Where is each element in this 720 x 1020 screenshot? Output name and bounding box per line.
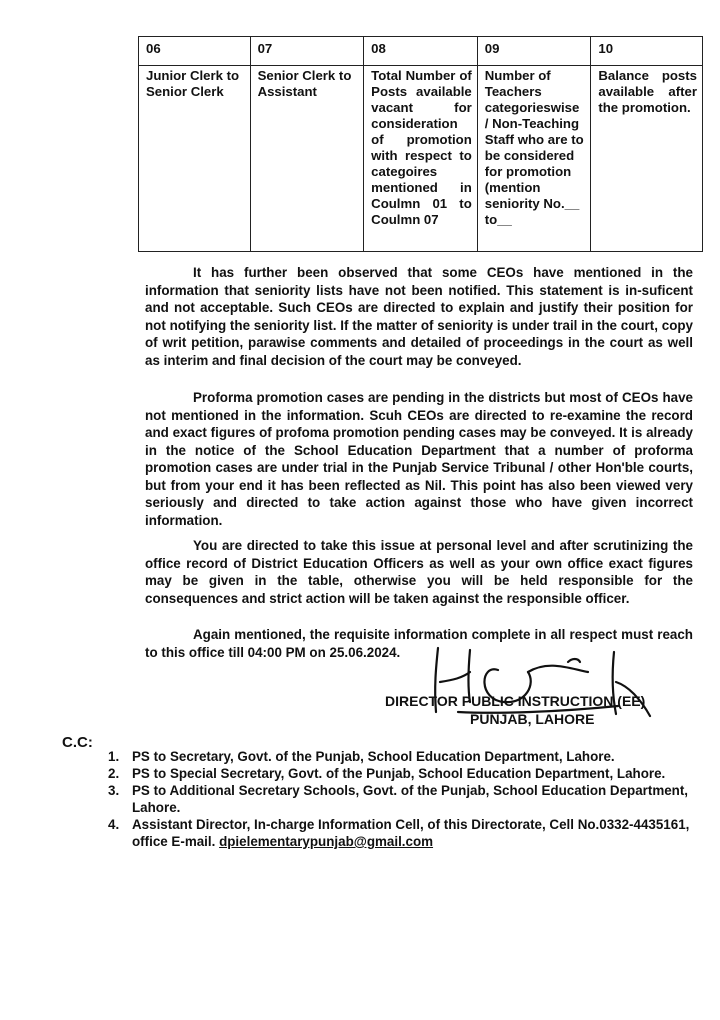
list-item	[108, 782, 693, 816]
cc-list	[108, 748, 693, 850]
cell-junior-clerk: Junior Clerk to Senior Clerk	[139, 66, 251, 252]
cell-senior-clerk: Senior Clerk to Assistant	[250, 66, 364, 252]
cell-total-posts: Total Number of Posts available vacant for consideration of promotion with respect to categoires mentioned in Coulmn 01 to Coulmn 07	[364, 66, 478, 252]
list-item	[108, 748, 693, 765]
list-item-number: 4.	[108, 817, 120, 832]
paragraph-proforma: Proforma promotion cases are pending in the districts but most of CEOs have not mentioned in the information. Scuh CEOs are directed to re-examine the record and exact figures of profoma promotion pending cases may be conveyed. It is already in the notice of the School Education Department that a number of proforma promotion cases are under trial in the Punjab Service Tribunal / other Hon'ble courts, but from your end it has been reflected as Nil. This point has also been viewed very seriously and directed to take action against those who have given incorrect information.	[145, 390, 693, 528]
signatory-location: PUNJAB, LAHORE	[470, 711, 595, 727]
table-row	[139, 66, 703, 252]
list-item-text: PS to Special Secretary, Govt. of the Punjab, School Education Department, Lahore.	[132, 766, 666, 781]
column-number-06: 06	[139, 37, 251, 66]
cell-balance-posts: Balance posts available after the promotion.	[591, 66, 703, 252]
column-number-09: 09	[477, 37, 591, 66]
paragraph-seniority: It has further been observed that some CEOs have mentioned in the information that seniority lists have not been notified. This statement is in-suficent and not acceptable. Such CEOs are directed to explain and justify their position for not notifying the seniority list. If the matter of seniority is under trail in the court, copy of writ petition, parawise comments and detailed of proceedings in the court as well as interim and final decision of the court may be conveyed.	[145, 265, 693, 368]
office-email-link[interactable]: dpielementarypunjab@gmail.com	[219, 834, 434, 849]
column-number-10: 10	[591, 37, 703, 66]
list-item-number: 3.	[108, 783, 120, 798]
column-number-08: 08	[364, 37, 478, 66]
list-item-number: 2.	[108, 766, 120, 781]
list-item-text: Assistant Director, In-charge Information Cell, of this Directorate, Cell No.0332-4435161, office E-mail. dpielementarypunjab@gmail.com	[132, 817, 690, 849]
table-header-row	[139, 37, 703, 66]
information-table	[138, 36, 703, 252]
cc-label: C.C:	[62, 734, 93, 751]
paragraph-directive: You are directed to take this issue at personal level and after scrutinizing the office record of District Education Officers as well as your own office exact figures may be given in the table, otherwise you will be held responsible for the consequences and strict action will be taken against the responsible officer.	[145, 538, 693, 606]
list-item-text: PS to Secretary, Govt. of the Punjab, School Education Department, Lahore.	[132, 749, 615, 764]
list-item	[108, 765, 693, 782]
list-item-number: 1.	[108, 749, 120, 764]
paragraph-deadline: Again mentioned, the requisite information complete in all respect must reach to this office till 04:00 PM on 25.06.2024.	[145, 627, 693, 660]
handwritten-signature	[418, 642, 658, 722]
column-number-07: 07	[250, 37, 364, 66]
list-item	[108, 816, 693, 850]
signatory-title: DIRECTOR PUBLIC INSTRUCTION (EE)	[385, 693, 646, 709]
list-item-text: PS to Additional Secretary Schools, Govt. of the Punjab, School Education Department, Lahore.	[132, 783, 689, 815]
cell-number-of-teachers: Number of Teachers categorieswise / Non-Teaching Staff who are to be considered for promotion (mention seniority No.__ to__	[477, 66, 591, 252]
